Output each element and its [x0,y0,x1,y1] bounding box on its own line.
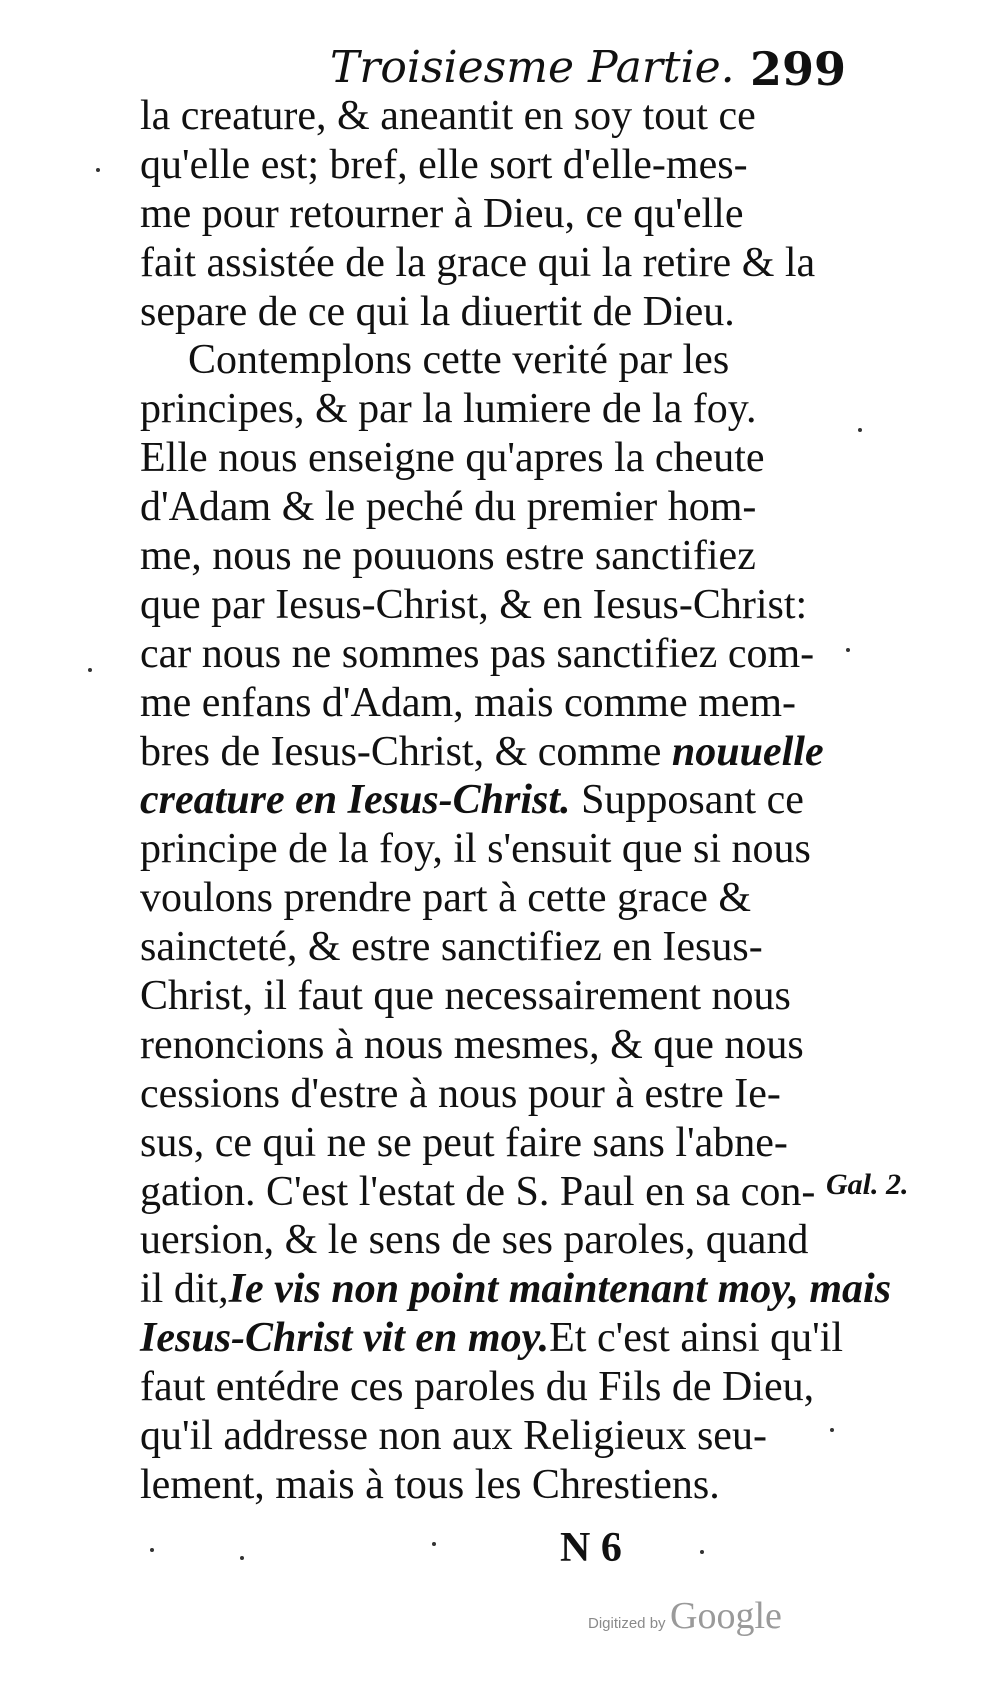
text-line: faut entédre ces paroles du Fils de Dieu, [140,1364,815,1411]
scan-speck [846,648,850,652]
text-line: gation. C'est l'estat de S. Paul en sa con- [140,1168,816,1215]
text-line: Elle nous enseigne qu'apres la cheute [140,435,765,482]
scan-speck [150,1548,154,1552]
text-line: la creature, & aneantit en soy tout ce [140,93,756,139]
margin-note: Gal. 2. [826,1168,909,1201]
text-line: que par Iesus-Christ, & en Iesus-Christ: [140,581,808,628]
text-line: qu'elle est; bref, elle sort d'elle-mes- [140,141,748,188]
signature-mark: N 6 [560,1525,622,1571]
running-title: Troisiesme Partie. [330,42,735,93]
scan-speck [858,428,862,432]
scan-speck [240,1556,244,1560]
watermark-brand: Google [670,1595,782,1637]
text-line: renoncions à nous mesmes, & que nous [140,1021,804,1068]
text-line: d'Adam & le peché du premier hom- [140,484,757,531]
text-line: cessions d'estre à nous pour à estre Ie- [140,1070,781,1117]
italic-segment: nouuelle [671,728,824,775]
text-segment: bres de Iesus-Christ, & comme [140,728,662,775]
text-line: lement, mais à tous les Chrestiens. [140,1461,720,1508]
text-line: principes, & par la lumiere de la foy. [140,386,757,433]
text-segment: Supposant ce [581,777,804,824]
text-line-with-italic [140,728,860,777]
text-line: car nous ne sommes pas sanctifiez com- [140,630,815,677]
scan-speck [830,1428,834,1432]
digitized-watermark [588,1594,782,1638]
text-line-with-italic [140,1265,892,1314]
text-segment: il dit, [140,1266,229,1313]
text-line: separe de ce qui la diuertit de Dieu. [140,288,735,335]
text-line: uersion, & le sens de ses paroles, quand [140,1217,809,1264]
text-line: sus, ce qui ne se peut faire sans l'abne- [140,1119,788,1166]
page-number: 299 [750,42,847,96]
text-line: Christ, il faut que necessairement nous [140,973,791,1020]
text-line: saincteté, & estre sanctifiez en Iesus- [140,924,763,971]
text-line: principe de la foy, il s'ensuit que si nous [140,826,811,873]
scan-speck [432,1542,436,1546]
scan-speck [700,1550,704,1554]
text-line: me, nous ne pouuons estre sanctifiez [140,533,756,580]
text-line: qu'il addresse non aux Religieux seu- [140,1413,767,1460]
text-line: fait assistée de la grace qui la retire & la [140,239,816,286]
text-line: Contemplons cette verité par les [188,337,730,384]
italic-segment: Iesus-Christ vit en moy. [140,1315,550,1362]
italic-segment: creature en Iesus-Christ. [140,777,571,824]
scan-speck [96,168,100,172]
scan-speck [88,668,92,672]
text-segment: Et c'est ainsi qu'il [549,1315,844,1362]
italic-segment: Ie vis non point maintenant moy, mais [228,1266,892,1313]
text-line: me pour retourner à Dieu, ce qu'elle [140,190,744,237]
text-line-with-italic [140,1314,860,1363]
text-line-with-italic [140,776,860,825]
text-line: voulons prendre part à cette grace & [140,875,752,922]
watermark-prefix: Digitized by [588,1615,666,1632]
text-line: me enfans d'Adam, mais comme mem- [140,679,797,726]
